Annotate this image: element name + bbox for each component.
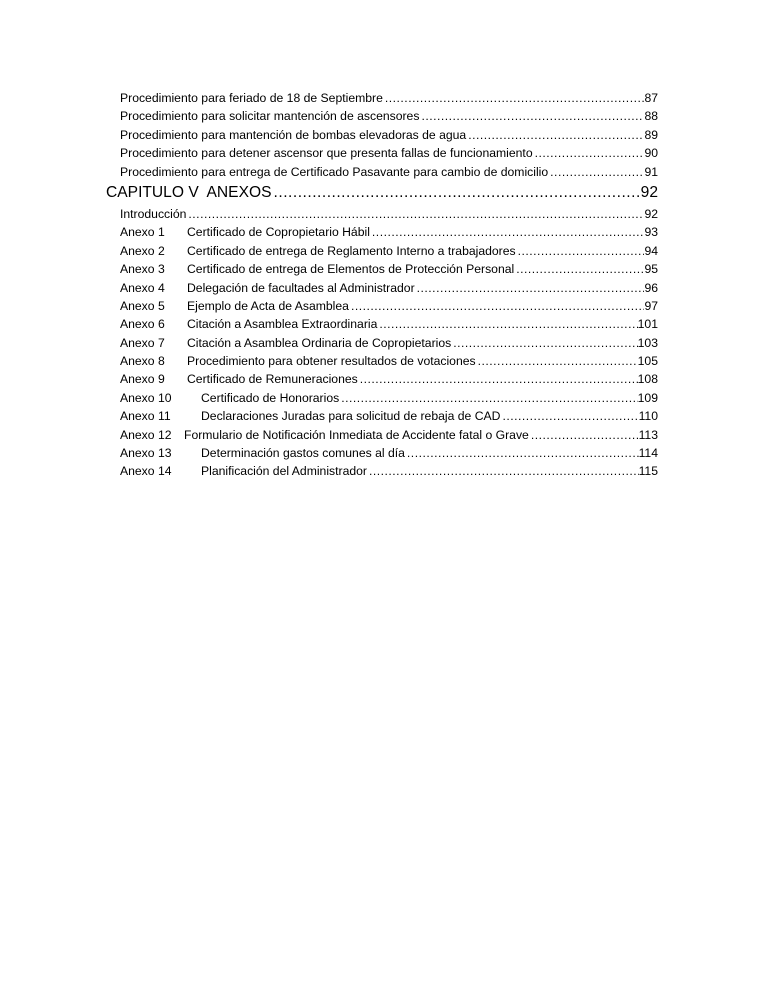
dot-leader (500, 407, 638, 425)
toc-entry-anexo[interactable] (106, 223, 658, 241)
toc-entry-anexo[interactable] (106, 315, 658, 333)
toc-entry-title: Certificado de entrega de Reglamento Interno a trabajadores (187, 243, 516, 258)
toc-entry-title: Introducción (120, 206, 187, 221)
toc-entry-title: Certificado de Honorarios (201, 390, 340, 405)
toc-entry-title: Citación a Asamblea Ordinaria de Copropietarios (187, 335, 452, 350)
dot-leader (370, 223, 645, 241)
dot-leader (466, 126, 644, 144)
anexo-number: Anexo 6 (120, 317, 165, 332)
toc-entry-page: 103 (637, 335, 658, 350)
table-of-contents (106, 89, 658, 481)
toc-entry-title: Formulario de Notificación Inmediata de Accidente fatal o Grave (184, 427, 529, 442)
toc-entry-title: Delegación de facultades al Administrador (187, 280, 415, 295)
dot-leader (383, 89, 645, 107)
toc-entry-page: 105 (637, 354, 658, 369)
toc-entry-page: 97 (644, 298, 658, 313)
toc-entry-title: Procedimiento para entrega de Certificado Pasavante para cambio de domicilio (120, 164, 549, 179)
toc-entry-anexo[interactable] (106, 389, 658, 407)
toc-entry-anexo[interactable] (106, 260, 658, 278)
toc-entry-page: 95 (644, 262, 658, 277)
toc-entry-procedure[interactable] (106, 89, 658, 107)
toc-entry-page: 92 (644, 206, 658, 221)
toc-entry-title: Procedimiento para mantención de bombas elevadoras de agua (120, 127, 467, 142)
toc-entry-page: 96 (644, 280, 658, 295)
dot-leader (533, 144, 645, 162)
anexo-number: Anexo 13 (120, 446, 172, 461)
chapter-title: CAPITULO V ANEXOS (106, 183, 272, 201)
toc-entry-introduction[interactable] (106, 205, 658, 223)
dot-leader (419, 107, 644, 125)
anexo-number: Anexo 4 (120, 280, 165, 295)
toc-entry-procedure[interactable] (106, 107, 658, 125)
dot-leader (529, 426, 639, 444)
toc-entry-title: Planificación del Administrador (201, 464, 367, 479)
toc-entry-page: 101 (637, 317, 658, 332)
dot-leader (415, 279, 645, 297)
anexo-number: Anexo 12 (120, 427, 172, 442)
toc-entry-anexo[interactable] (106, 370, 658, 388)
toc-entry-anexo[interactable] (106, 407, 658, 425)
toc-entry-anexo[interactable] (106, 462, 658, 480)
toc-entry-page: 115 (638, 464, 658, 479)
toc-entry-procedure[interactable] (106, 126, 658, 144)
toc-entry-page: 91 (644, 164, 658, 179)
dot-leader (405, 444, 639, 462)
dot-leader (476, 352, 638, 370)
toc-entry-title: Procedimiento para detener ascensor que presenta fallas de funcionamiento (120, 146, 533, 161)
dot-leader (548, 163, 644, 181)
anexo-number: Anexo 11 (120, 409, 171, 424)
toc-entry-page: 109 (637, 390, 658, 405)
anexo-number: Anexo 8 (120, 354, 165, 369)
toc-entry-page: 110 (638, 409, 658, 424)
toc-entry-page: 90 (644, 146, 658, 161)
toc-entry-title: Procedimiento para feriado de 18 de Septiembre (120, 91, 383, 105)
toc-entry-chapter[interactable] (106, 181, 658, 204)
anexo-number: Anexo 7 (120, 335, 165, 350)
toc-entry-page: 88 (644, 109, 658, 124)
dot-leader (451, 334, 637, 352)
dot-leader (514, 260, 644, 278)
toc-entry-anexo[interactable] (106, 279, 658, 297)
toc-entry-anexo[interactable] (106, 334, 658, 352)
toc-entry-page: 94 (644, 243, 658, 258)
toc-entry-page: 113 (638, 427, 658, 442)
anexo-number: Anexo 2 (120, 243, 165, 258)
anexo-number: Anexo 10 (120, 390, 172, 405)
toc-entry-title: Ejemplo de Acta de Asamblea (187, 298, 349, 313)
toc-entry-page: 114 (638, 446, 658, 461)
anexo-number: Anexo 3 (120, 262, 165, 277)
toc-entry-title: Certificado de Copropietario Hábil (187, 225, 370, 240)
dot-leader (358, 370, 638, 388)
toc-entry-title: Declaraciones Juradas para solicitud de rebaja de CAD (201, 409, 501, 424)
toc-entry-title: Citación a Asamblea Extraordinaria (187, 317, 378, 332)
anexo-number: Anexo 14 (120, 464, 172, 479)
toc-entry-anexo[interactable] (106, 426, 658, 444)
dot-leader (377, 315, 637, 333)
anexo-number: Anexo 9 (120, 372, 165, 387)
anexo-number: Anexo 5 (120, 298, 165, 313)
toc-entry-page: 87 (644, 91, 658, 105)
dot-leader (349, 297, 645, 315)
toc-entry-title: Procedimiento para solicitar mantención de ascensores (120, 109, 420, 124)
anexo-number: Anexo 1 (120, 225, 165, 240)
toc-entry-procedure[interactable] (106, 144, 658, 162)
toc-entry-page: 108 (637, 372, 658, 387)
dot-leader (516, 242, 645, 260)
chapter-page: 92 (640, 183, 658, 201)
toc-entry-page: 93 (644, 225, 658, 240)
toc-entry-anexo[interactable] (106, 444, 658, 462)
dot-leader (186, 205, 644, 223)
toc-entry-procedure[interactable] (106, 163, 658, 181)
toc-entry-title: Certificado de Remuneraciones (187, 372, 358, 387)
toc-entry-title: Certificado de entrega de Elementos de Protección Personal (187, 262, 515, 277)
toc-entry-anexo[interactable] (106, 352, 658, 370)
dot-leader (367, 462, 639, 480)
toc-entry-anexo[interactable] (106, 297, 658, 315)
toc-entry-title: Procedimiento para obtener resultados de votaciones (187, 354, 476, 369)
dot-leader (339, 389, 637, 407)
toc-entry-anexo[interactable] (106, 242, 658, 260)
dot-leader (272, 181, 641, 204)
toc-entry-title: Determinación gastos comunes al día (201, 446, 405, 461)
toc-entry-page: 89 (644, 127, 658, 142)
